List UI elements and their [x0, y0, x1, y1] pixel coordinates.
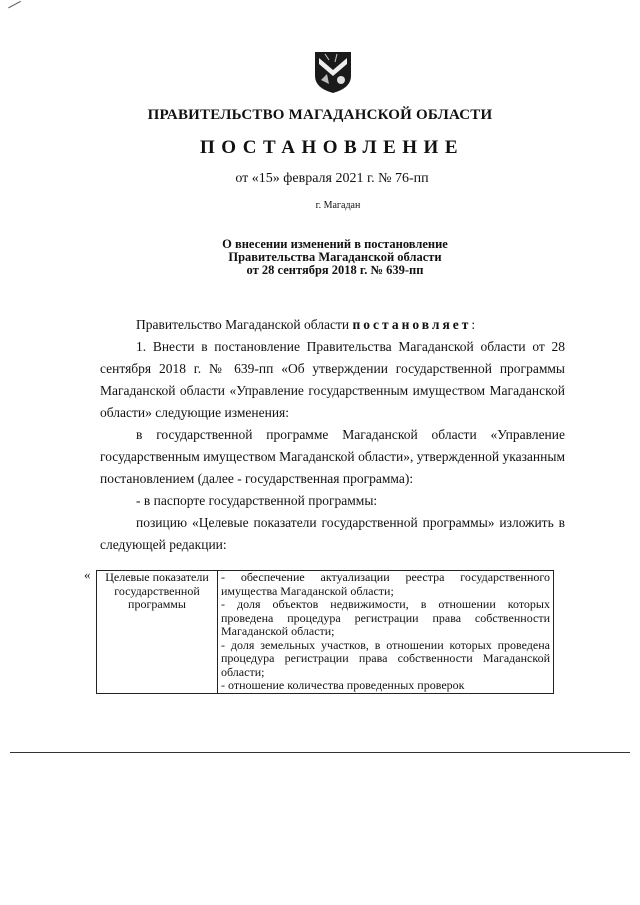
clause-1-passport: - в паспорте государственной программы: — [136, 493, 378, 508]
list-item: - доля земельных участков, в отношении которых проведена процедура регистрации права собственности Магаданской области; — [221, 637, 550, 679]
subject-line: Правительства Магаданской области — [228, 250, 442, 264]
document-type: ПОСТАНОВЛЕНИЕ — [199, 137, 465, 158]
clause-1-program: в государственной программе Магаданской области «Управление государственным имуществом Магаданской области», утвержденной указанным постановлением (далее - государственная программа): — [100, 427, 565, 486]
resolution-intro — [100, 314, 565, 336]
page-cut-line — [10, 752, 630, 753]
subject-line: от 28 сентября 2018 г. № 639-пп — [246, 263, 424, 277]
magadan-coat-of-arms-icon — [313, 50, 353, 94]
organization-title: ПРАВИТЕЛЬСТВО МАГАДАНСКОЙ ОБЛАСТИ — [147, 107, 493, 123]
list-item: - доля объектов недвижимости, в отношении которых проведена процедура регистрации права собственности Магаданской области; — [221, 597, 550, 638]
scan-mark — [8, 1, 22, 10]
subject-line: О внесении изменений в постановление — [222, 237, 448, 251]
resolves-word: постановляет — [352, 317, 472, 332]
opening-quote: « — [84, 567, 91, 582]
page-bottom-blank — [0, 753, 640, 905]
document-city: г. Магадан — [315, 200, 361, 211]
table-row — [97, 571, 554, 694]
clause-1-position: позицию «Целевые показатели государственной программы» изложить в следующей редакции: — [100, 515, 565, 552]
row-values — [218, 571, 554, 694]
row-label: Целевые показатели государственной программы — [97, 571, 218, 694]
document-body — [100, 314, 565, 556]
list-item: - обеспечение актуализации реестра государственного имущества Магаданской области; — [221, 570, 550, 598]
targets-table — [96, 570, 554, 694]
document-subject — [0, 238, 640, 277]
intro-text: Правительство Магаданской области — [136, 317, 350, 332]
list-item: - отношение количества проведенных проверок — [221, 678, 465, 692]
intro-colon: : — [471, 317, 476, 332]
clause-1: 1. Внести в постановление Правительства Магаданской области от 28 сентября 2018 г. № 639-пп «Об утверждении государственной программы Магаданской области «Управление государственным имуществом Магаданской области» следующие изменения: — [100, 339, 565, 420]
document-number-date: от «15» февраля 2021 г. № 76-пп — [235, 171, 429, 186]
